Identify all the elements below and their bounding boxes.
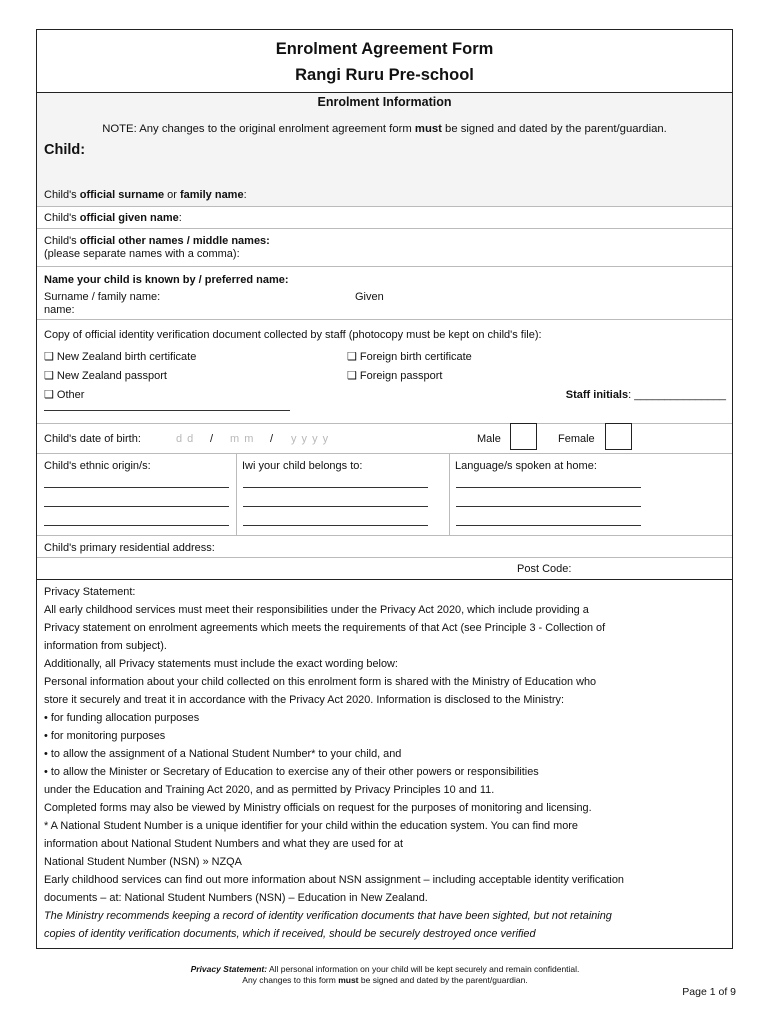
dob-year-field[interactable]: y y y y	[291, 433, 330, 445]
footer-line-2: Any changes to this form must be signed and dated by the parent/guardian.	[242, 975, 528, 985]
iwi-line[interactable]	[243, 487, 428, 488]
privacy-line: under the Education and Training Act 2020, and as permitted by Privacy Principles 10 and 11.	[44, 784, 495, 796]
dob-separator-2: /	[270, 433, 274, 445]
ethnic-line[interactable]	[44, 506, 229, 507]
iwi-line[interactable]	[243, 506, 428, 507]
preschool-name: Rangi Ruru Pre-school	[295, 66, 474, 84]
column-divider	[236, 454, 237, 536]
postcode-label: Post Code:	[517, 563, 572, 575]
privacy-line: documents – at: National Student Numbers (NSN) – Education in New Zealand.	[44, 892, 428, 904]
other-doc-line[interactable]	[44, 410, 290, 411]
foreign-birth-cert-checkbox[interactable]: ❑ Foreign birth certificate	[347, 351, 472, 363]
dob-row	[37, 424, 732, 454]
privacy-line: All early childhood services must meet their responsibilities under the Privacy Act 2020, which include providing a	[44, 604, 589, 616]
privacy-line: Personal information about your child collected on this enrolment form is shared with the Ministry of Education who	[44, 676, 597, 688]
privacy-line: Early childhood services can find out more information about NSN assignment – including acceptable identity verification	[44, 874, 624, 886]
privacy-line: • for funding allocation purposes	[44, 712, 200, 724]
preferred-surname-label: Surname / family name:	[44, 291, 161, 303]
male-checkbox[interactable]	[510, 423, 537, 450]
given-name-row[interactable]	[37, 207, 732, 229]
dob-day-field[interactable]: d d	[176, 433, 195, 445]
male-label: Male	[477, 433, 501, 445]
language-line[interactable]	[456, 487, 641, 488]
preferred-name-row[interactable]	[37, 267, 732, 320]
privacy-line: Additionally, all Privacy statements must include the exact wording below:	[44, 658, 398, 670]
privacy-line: store it securely and treat it in accordance with the Privacy Act 2020. Information is disclosed to the Ministry:	[44, 694, 564, 706]
language-line[interactable]	[456, 506, 641, 507]
dob-label: Child's date of birth:	[44, 433, 141, 445]
foreign-passport-checkbox[interactable]: ❑ Foreign passport	[347, 370, 443, 382]
form-note: NOTE: Any changes to the original enrolment agreement form must be signed and dated by the parent/guardian.	[102, 123, 667, 135]
dob-separator-1: /	[210, 433, 214, 445]
id-document-label: Copy of official identity verification document collected by staff (photocopy must be kept on child's file):	[44, 329, 542, 341]
preferred-given-label: Given	[355, 291, 384, 303]
privacy-line: * A National Student Number is a unique identifier for your child within the education system. You can find more	[44, 820, 578, 832]
nz-passport-checkbox[interactable]: ❑ New Zealand passport	[44, 370, 167, 382]
id-document-row	[37, 320, 732, 424]
surname-row[interactable]	[37, 183, 732, 207]
privacy-statement	[44, 583, 624, 943]
staff-initials-field[interactable]: Staff initials: _______________	[565, 389, 726, 401]
privacy-line: • to allow the Minister or Secretary of Education to exercise any of their other powers or responsibilities	[44, 766, 539, 778]
page-number: Page 1 of 9	[682, 986, 736, 998]
preferred-name-label: Name your child is known by / preferred name:	[44, 274, 289, 286]
address-row[interactable]	[37, 536, 732, 558]
privacy-line: Completed forms may also be viewed by Ministry officials on request for the purposes of monitoring and licensing.	[44, 802, 592, 814]
given-name-label: Child's official given name:	[44, 212, 182, 224]
privacy-recommendation-line: copies of identity verification documents, which if received, should be securely destroyed once verified	[44, 928, 536, 940]
address-label: Child's primary residential address:	[44, 542, 215, 554]
column-divider	[449, 454, 450, 536]
form-title: Enrolment Agreement Form	[275, 40, 494, 58]
surname-label: Child's official surname or family name:	[44, 189, 247, 201]
privacy-line: Privacy statement on enrolment agreements which meets the requirements of that Act (see Principle 3 - Collection of	[44, 622, 606, 634]
privacy-line: • to allow the assignment of a National Student Number* to your child, and	[44, 748, 402, 760]
other-names-row[interactable]	[37, 229, 732, 267]
dob-month-field[interactable]: m m	[230, 433, 255, 445]
section-heading: Enrolment Information	[317, 95, 452, 109]
ethnic-line[interactable]	[44, 525, 229, 526]
privacy-line: information from subject).	[44, 640, 167, 652]
other-names-hint: (please separate names with a comma):	[44, 248, 240, 260]
ethnicity-row	[37, 454, 732, 536]
privacy-recommendation-line: The Ministry recommends keeping a record of identity verification documents that have been sighted, but not retaining	[44, 910, 612, 922]
female-checkbox[interactable]	[605, 423, 632, 450]
other-doc-checkbox[interactable]: ❑ Other	[44, 389, 85, 401]
privacy-line: Privacy Statement:	[44, 586, 136, 598]
ethnic-line[interactable]	[44, 487, 229, 488]
postcode-row[interactable]	[37, 558, 732, 580]
footer-line-1: Privacy Statement: All personal information on your child will be kept securely and remain confidential.	[190, 964, 580, 974]
iwi-label: Iwi your child belongs to:	[242, 460, 363, 472]
nz-birth-cert-checkbox[interactable]: ❑ New Zealand birth certificate	[44, 351, 197, 363]
language-line[interactable]	[456, 525, 641, 526]
female-label: Female	[558, 433, 595, 445]
preferred-name-suffix: name:	[44, 304, 75, 316]
privacy-line: National Student Number (NSN) » NZQA	[44, 856, 242, 868]
iwi-line[interactable]	[243, 525, 428, 526]
ethnic-origin-label: Child's ethnic origin/s:	[44, 460, 151, 472]
other-names-label: Child's official other names / middle names:	[44, 235, 270, 247]
language-label: Language/s spoken at home:	[455, 460, 597, 472]
privacy-line: • for monitoring purposes	[44, 730, 166, 742]
child-heading: Child:	[44, 142, 86, 158]
enrolment-form	[36, 29, 733, 949]
form-title-block	[37, 30, 732, 93]
privacy-line: information about National Student Numbers and what they are used for at	[44, 838, 403, 850]
